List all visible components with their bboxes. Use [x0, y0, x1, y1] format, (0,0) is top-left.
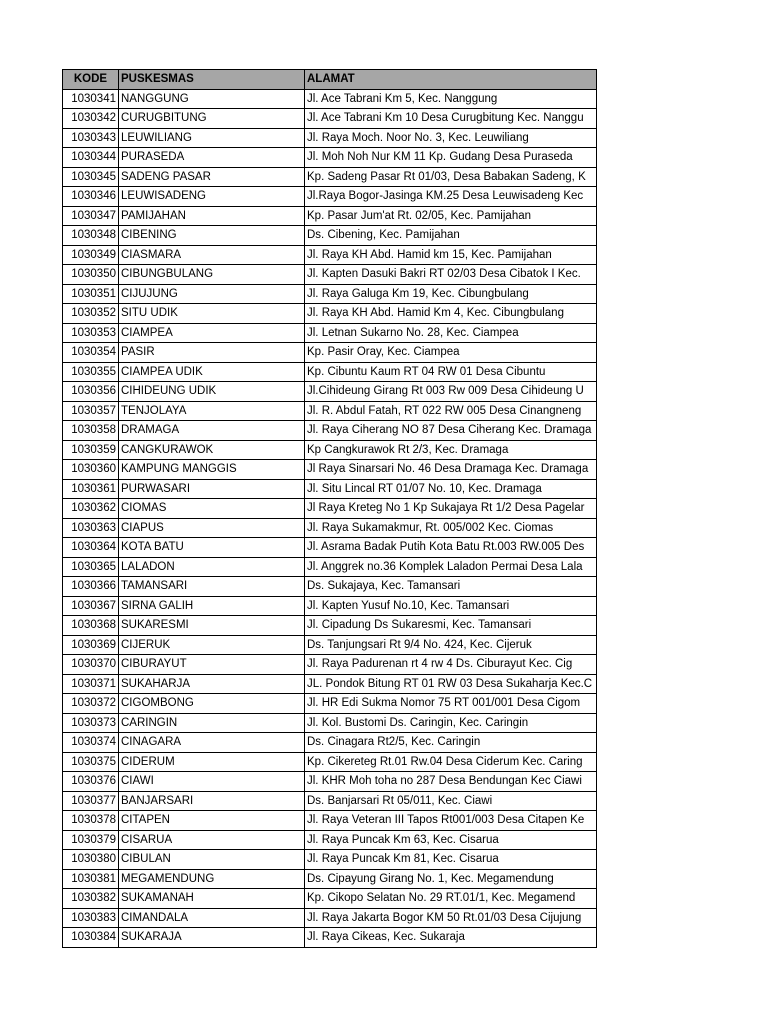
- alamat-cell: Jl. Situ Lincal RT 01/07 No. 10, Kec. Dramaga: [305, 479, 597, 499]
- puskesmas-cell: SUKAMANAH: [119, 889, 305, 909]
- alamat-cell: Jl. KHR Moh toha no 287 Desa Bendungan Kec Ciawi: [305, 772, 597, 792]
- puskesmas-cell: KOTA BATU: [119, 538, 305, 558]
- kode-cell: 1030378: [63, 811, 119, 831]
- kode-cell: 1030370: [63, 655, 119, 675]
- alamat-cell: Jl. Raya Galuga Km 19, Kec. Cibungbulang: [305, 284, 597, 304]
- puskesmas-cell: SUKAHARJA: [119, 674, 305, 694]
- table-row: [63, 343, 597, 363]
- puskesmas-cell: CIJERUK: [119, 635, 305, 655]
- puskesmas-cell: CANGKURAWOK: [119, 440, 305, 460]
- puskesmas-cell: CIHIDEUNG UDIK: [119, 382, 305, 402]
- alamat-cell: Kp. Cibuntu Kaum RT 04 RW 01 Desa Cibuntu: [305, 362, 597, 382]
- puskesmas-cell: CARINGIN: [119, 713, 305, 733]
- puskesmas-cell: CIMANDALA: [119, 908, 305, 928]
- alamat-cell: Jl. Raya KH Abd. Hamid km 15, Kec. Pamijahan: [305, 245, 597, 265]
- table-row: [63, 557, 597, 577]
- puskesmas-cell: CITAPEN: [119, 811, 305, 831]
- table-row: [63, 616, 597, 636]
- table-row: [63, 713, 597, 733]
- kode-cell: 1030357: [63, 401, 119, 421]
- kode-cell: 1030376: [63, 772, 119, 792]
- kode-cell: 1030352: [63, 304, 119, 324]
- alamat-cell: Jl. Raya Puncak Km 63, Kec. Cisarua: [305, 830, 597, 850]
- kode-cell: 1030364: [63, 538, 119, 558]
- table-row: [63, 791, 597, 811]
- kode-cell: 1030360: [63, 460, 119, 480]
- puskesmas-cell: LEUWILIANG: [119, 128, 305, 148]
- kode-cell: 1030382: [63, 889, 119, 909]
- alamat-cell: Jl. Raya KH Abd. Hamid Km 4, Kec. Cibungbulang: [305, 304, 597, 324]
- puskesmas-cell: CIASMARA: [119, 245, 305, 265]
- alamat-cell: Kp Cangkurawok Rt 2/3, Kec. Dramaga: [305, 440, 597, 460]
- table-row: [63, 635, 597, 655]
- table-row: [63, 167, 597, 187]
- table-row: [63, 109, 597, 129]
- kode-cell: 1030366: [63, 577, 119, 597]
- puskesmas-cell: SADENG PASAR: [119, 167, 305, 187]
- puskesmas-cell: CIOMAS: [119, 499, 305, 519]
- table-row: [63, 596, 597, 616]
- alamat-cell: Kp. Cikereteg Rt.01 Rw.04 Desa Ciderum Kec. Caring: [305, 752, 597, 772]
- puskesmas-cell: SIRNA GALIH: [119, 596, 305, 616]
- table-row: [63, 284, 597, 304]
- puskesmas-cell: CIBUNGBULANG: [119, 265, 305, 285]
- alamat-cell: Jl. Anggrek no.36 Komplek Laladon Permai Desa Lala: [305, 557, 597, 577]
- header-puskesmas: PUSKESMAS: [119, 70, 305, 90]
- table-row: [63, 460, 597, 480]
- kode-cell: 1030373: [63, 713, 119, 733]
- table-row: [63, 362, 597, 382]
- alamat-cell: Jl. Ace Tabrani Km 10 Desa Curugbitung Kec. Nanggu: [305, 109, 597, 129]
- alamat-cell: Jl.Cihideung Girang Rt 003 Rw 009 Desa Cihideung U: [305, 382, 597, 402]
- alamat-cell: Ds. Sukajaya, Kec. Tamansari: [305, 577, 597, 597]
- table-row: [63, 869, 597, 889]
- alamat-cell: JL. Pondok Bitung RT 01 RW 03 Desa Sukaharja Kec.C: [305, 674, 597, 694]
- alamat-cell: Jl. Asrama Badak Putih Kota Batu Rt.003 RW.005 Des: [305, 538, 597, 558]
- alamat-cell: Jl. Raya Cikeas, Kec. Sukaraja: [305, 928, 597, 948]
- table-row: [63, 538, 597, 558]
- alamat-cell: Ds. Tanjungsari Rt 9/4 No. 424, Kec. Cijeruk: [305, 635, 597, 655]
- kode-cell: 1030372: [63, 694, 119, 714]
- header-alamat: ALAMAT: [305, 70, 597, 90]
- kode-cell: 1030343: [63, 128, 119, 148]
- alamat-cell: Jl. Raya Padurenan rt 4 rw 4 Ds. Ciburayut Kec. Cig: [305, 655, 597, 675]
- kode-cell: 1030346: [63, 187, 119, 207]
- table-row: [63, 850, 597, 870]
- alamat-cell: Jl.Raya Bogor-Jasinga KM.25 Desa Leuwisadeng Kec: [305, 187, 597, 207]
- table-row: [63, 733, 597, 753]
- header-row: [63, 70, 597, 90]
- alamat-cell: Jl. Raya Jakarta Bogor KM 50 Rt.01/03 Desa Cijujung: [305, 908, 597, 928]
- alamat-cell: Kp. Sadeng Pasar Rt 01/03, Desa Babakan Sadeng, K: [305, 167, 597, 187]
- table-row: [63, 479, 597, 499]
- alamat-cell: Jl. Raya Veteran III Tapos Rt001/003 Desa Citapen Ke: [305, 811, 597, 831]
- puskesmas-cell: CIJUJUNG: [119, 284, 305, 304]
- alamat-cell: Jl. Kapten Dasuki Bakri RT 02/03 Desa Cibatok I Kec.: [305, 265, 597, 285]
- puskesmas-cell: CIBURAYUT: [119, 655, 305, 675]
- kode-cell: 1030348: [63, 226, 119, 246]
- kode-cell: 1030371: [63, 674, 119, 694]
- table-body: [63, 89, 597, 947]
- alamat-cell: Jl. Kapten Yusuf No.10, Kec. Tamansari: [305, 596, 597, 616]
- table-row: [63, 772, 597, 792]
- table-row: [63, 148, 597, 168]
- kode-cell: 1030347: [63, 206, 119, 226]
- puskesmas-cell: CINAGARA: [119, 733, 305, 753]
- puskesmas-cell: PURWASARI: [119, 479, 305, 499]
- table-row: [63, 499, 597, 519]
- kode-cell: 1030375: [63, 752, 119, 772]
- alamat-cell: Kp. Cikopo Selatan No. 29 RT.01/1, Kec. Megamend: [305, 889, 597, 909]
- kode-cell: 1030349: [63, 245, 119, 265]
- kode-cell: 1030354: [63, 343, 119, 363]
- puskesmas-cell: PASIR: [119, 343, 305, 363]
- alamat-cell: Jl. R. Abdul Fatah, RT 022 RW 005 Desa Cinangneng: [305, 401, 597, 421]
- alamat-cell: Kp. Pasir Oray, Kec. Ciampea: [305, 343, 597, 363]
- table-row: [63, 811, 597, 831]
- alamat-cell: Jl Raya Kreteg No 1 Kp Sukajaya Rt 1/2 Desa Pagelar: [305, 499, 597, 519]
- puskesmas-cell: PAMIJAHAN: [119, 206, 305, 226]
- kode-cell: 1030384: [63, 928, 119, 948]
- kode-cell: 1030355: [63, 362, 119, 382]
- alamat-cell: Jl Raya Sinarsari No. 46 Desa Dramaga Kec. Dramaga: [305, 460, 597, 480]
- alamat-cell: Jl. HR Edi Sukma Nomor 75 RT 001/001 Desa Cigom: [305, 694, 597, 714]
- puskesmas-cell: TENJOLAYA: [119, 401, 305, 421]
- alamat-cell: Jl. Raya Ciherang NO 87 Desa Ciherang Kec. Dramaga: [305, 421, 597, 441]
- puskesmas-cell: BANJARSARI: [119, 791, 305, 811]
- kode-cell: 1030380: [63, 850, 119, 870]
- alamat-cell: Jl. Letnan Sukarno No. 28, Kec. Ciampea: [305, 323, 597, 343]
- table-row: [63, 694, 597, 714]
- kode-cell: 1030381: [63, 869, 119, 889]
- puskesmas-cell: DRAMAGA: [119, 421, 305, 441]
- table-row: [63, 830, 597, 850]
- puskesmas-cell: SITU UDIK: [119, 304, 305, 324]
- kode-cell: 1030361: [63, 479, 119, 499]
- puskesmas-cell: CIBULAN: [119, 850, 305, 870]
- kode-cell: 1030359: [63, 440, 119, 460]
- kode-cell: 1030365: [63, 557, 119, 577]
- table-row: [63, 928, 597, 948]
- kode-cell: 1030344: [63, 148, 119, 168]
- table-row: [63, 382, 597, 402]
- kode-cell: 1030350: [63, 265, 119, 285]
- kode-cell: 1030362: [63, 499, 119, 519]
- alamat-cell: Jl. Raya Sukamakmur, Rt. 005/002 Kec. Ciomas: [305, 518, 597, 538]
- table-row: [63, 89, 597, 109]
- alamat-cell: Jl. Kol. Bustomi Ds. Caringin, Kec. Caringin: [305, 713, 597, 733]
- kode-cell: 1030358: [63, 421, 119, 441]
- kode-cell: 1030379: [63, 830, 119, 850]
- puskesmas-cell: MEGAMENDUNG: [119, 869, 305, 889]
- kode-cell: 1030369: [63, 635, 119, 655]
- kode-cell: 1030367: [63, 596, 119, 616]
- table-row: [63, 128, 597, 148]
- alamat-cell: Ds. Cipayung Girang No. 1, Kec. Megamendung: [305, 869, 597, 889]
- puskesmas-cell: CIGOMBONG: [119, 694, 305, 714]
- puskesmas-cell: TAMANSARI: [119, 577, 305, 597]
- puskesmas-cell: CIDERUM: [119, 752, 305, 772]
- kode-cell: 1030383: [63, 908, 119, 928]
- alamat-cell: Kp. Pasar Jum'at Rt. 02/05, Kec. Pamijahan: [305, 206, 597, 226]
- table-row: [63, 304, 597, 324]
- table-row: [63, 206, 597, 226]
- puskesmas-cell: LEUWISADENG: [119, 187, 305, 207]
- puskesmas-cell: CIAPUS: [119, 518, 305, 538]
- kode-cell: 1030363: [63, 518, 119, 538]
- table-row: [63, 401, 597, 421]
- alamat-cell: Ds. Banjarsari Rt 05/011, Kec. Ciawi: [305, 791, 597, 811]
- kode-cell: 1030345: [63, 167, 119, 187]
- puskesmas-cell: LALADON: [119, 557, 305, 577]
- kode-cell: 1030374: [63, 733, 119, 753]
- kode-cell: 1030353: [63, 323, 119, 343]
- table-row: [63, 889, 597, 909]
- puskesmas-cell: SUKARESMI: [119, 616, 305, 636]
- table-row: [63, 265, 597, 285]
- puskesmas-cell: CIAWI: [119, 772, 305, 792]
- alamat-cell: Ds. Cinagara Rt2/5, Kec. Caringin: [305, 733, 597, 753]
- header-kode: KODE: [63, 70, 119, 90]
- table-row: [63, 752, 597, 772]
- puskesmas-cell: CIAMPEA: [119, 323, 305, 343]
- table-row: [63, 187, 597, 207]
- table-row: [63, 323, 597, 343]
- table-row: [63, 674, 597, 694]
- puskesmas-cell: CIBENING: [119, 226, 305, 246]
- puskesmas-cell: CIAMPEA UDIK: [119, 362, 305, 382]
- table-row: [63, 655, 597, 675]
- kode-cell: 1030341: [63, 89, 119, 109]
- kode-cell: 1030351: [63, 284, 119, 304]
- alamat-cell: Jl. Raya Puncak Km 81, Kec. Cisarua: [305, 850, 597, 870]
- alamat-cell: Jl. Raya Moch. Noor No. 3, Kec. Leuwiliang: [305, 128, 597, 148]
- table-row: [63, 421, 597, 441]
- alamat-cell: Ds. Cibening, Kec. Pamijahan: [305, 226, 597, 246]
- table-row: [63, 440, 597, 460]
- puskesmas-cell: PURASEDA: [119, 148, 305, 168]
- table-row: [63, 908, 597, 928]
- puskesmas-cell: NANGGUNG: [119, 89, 305, 109]
- puskesmas-cell: SUKARAJA: [119, 928, 305, 948]
- table-row: [63, 245, 597, 265]
- table-row: [63, 226, 597, 246]
- table-row: [63, 518, 597, 538]
- alamat-cell: Jl. Cipadung Ds Sukaresmi, Kec. Tamansari: [305, 616, 597, 636]
- kode-cell: 1030377: [63, 791, 119, 811]
- puskesmas-table: [62, 69, 597, 948]
- alamat-cell: Jl. Moh Noh Nur KM 11 Kp. Gudang Desa Puraseda: [305, 148, 597, 168]
- puskesmas-cell: KAMPUNG MANGGIS: [119, 460, 305, 480]
- kode-cell: 1030356: [63, 382, 119, 402]
- kode-cell: 1030368: [63, 616, 119, 636]
- puskesmas-cell: CURUGBITUNG: [119, 109, 305, 129]
- puskesmas-cell: CISARUA: [119, 830, 305, 850]
- alamat-cell: Jl. Ace Tabrani Km 5, Kec. Nanggung: [305, 89, 597, 109]
- table-row: [63, 577, 597, 597]
- kode-cell: 1030342: [63, 109, 119, 129]
